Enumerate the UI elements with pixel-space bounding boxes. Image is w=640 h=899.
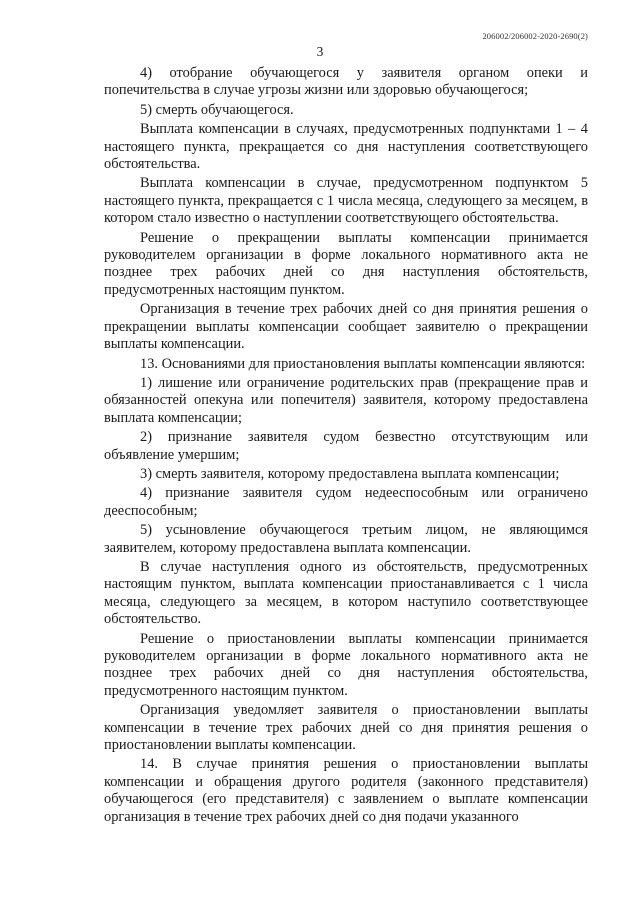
paragraph: Выплата компенсации в случаях, предусмотренных подпунктами 1 – 4 настоящего пункта, прекращается со дня наступления соответствующего обстоятельства. xyxy=(104,121,588,173)
paragraph: В случае наступления одного из обстоятельств, предусмотренных настоящим пунктом, выплата компенсации приостанавливается с 1 числа месяца, следующего за месяцем, в котором наступило соответствующее обстоятельство. xyxy=(104,558,588,628)
paragraph: Решение о приостановлении выплаты компенсации принимается руководителем организации в форме локального нормативного акта не позднее трех рабочих дней со дня наступления обстоятельства, предусмотренного настоящим пунктом. xyxy=(104,630,588,699)
paragraph: 5) усыновление обучающегося третьим лицом, не являющимся заявителем, которому предоставлена выплата компенсации. xyxy=(104,522,588,556)
document-id: 206002/206002-2020-2690(2) xyxy=(482,31,588,41)
paragraph: 14. В случае принятия решения о приостановлении выплаты компенсации и обращения другого родителя (законного представителя) обучающегося (его представителя) с заявлением о выплате компенсации организация в течение трех рабочих дней со дня подачи указанного xyxy=(104,756,588,825)
paragraph: Решение о прекращении выплаты компенсации принимается руководителем организации в форме локального нормативного акта не позднее трех рабочих дней со дня наступления обстоятельств, предусмотренных настоящим пунктом. xyxy=(104,229,588,298)
paragraph: 2) признание заявителя судом безвестно отсутствующим или объявление умершим; xyxy=(104,429,588,463)
paragraph: 3) смерть заявителя, которому предоставлена выплата компенсации; xyxy=(140,465,560,482)
paragraph: 1) лишение или ограничение родительских прав (прекращение прав и обязанностей опекуна или попечителя) заявителя, которому предоставлена выплата компенсации; xyxy=(104,374,588,426)
paragraph: 4) признание заявителя судом недееспособным или ограничено дееспособным; xyxy=(104,485,588,519)
paragraph: Организация в течение трех рабочих дней со дня принятия решения о прекращении выплаты компенсации сообщает заявителю о прекращении выплаты компенсации. xyxy=(104,301,588,353)
paragraph: Организация уведомляет заявителя о приостановлении выплаты компенсации в течение трех рабочих дней со дня принятия решения о приостановлении выплаты компенсации. xyxy=(104,702,588,754)
page-number: 3 xyxy=(316,44,324,59)
paragraph: Выплата компенсации в случае, предусмотренном подпунктом 5 настоящего пункта, прекращается с 1 числа месяца, следующего за месяцем, в котором стало известно о наступлении соответствующего обстоятельства. xyxy=(104,175,588,227)
paragraph: 13. Основаниями для приостановления выплаты компенсации являются: xyxy=(140,355,586,372)
document-body xyxy=(104,65,588,828)
paragraph: 4) отобрание обучающегося у заявителя органом опеки и попечительства в случае угрозы жизни или здоровью обучающегося; xyxy=(104,65,588,99)
paragraph: 5) смерть обучающегося. xyxy=(140,101,294,118)
